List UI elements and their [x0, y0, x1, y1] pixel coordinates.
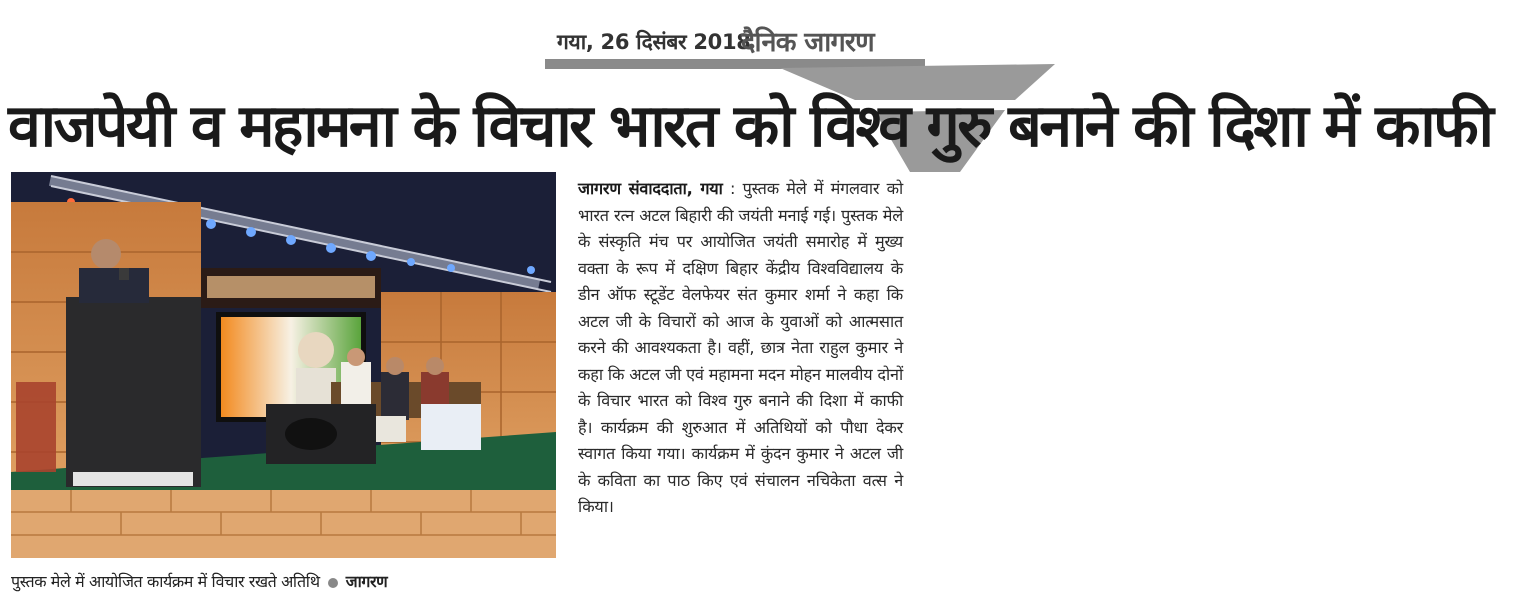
event-photo-illustration: [11, 172, 556, 558]
article-text: पुस्तक मेले में मंगलवार को भारत रत्न अटल बिहारी की जयंती मनाई गई। पुस्तक मेले के संस्कृति मंच पर आयोजित जयंती समारोह में मुख्य वक्ता के रूप में दक्षिण बिहार केंद्रीय विश्वविद्यालय के डीन ऑफ स्टूडेंट वेलफेयर संत कुमार शर्मा ने कहा कि अटल जी के विचारों को आज के युवाओं को आत्मसात करने की आवश्यकता है। वहीं, छात्र नेता राहुल कुमार ने कहा कि अटल जी एवं महामना मदन मोहन मालवीय दोनों के विचार भारत को विश्व गुरु बनाने की दिशा में काफी है। कार्यक्रम की शुरुआत में अतिथियों को पौधा देकर स्वागत किया गया। कार्यक्रम में कुंदन कुमार ने अटल जी के कविता का पाठ किए एवं संचालन नचिकेता वत्स ने किया।: [578, 179, 903, 516]
byline-separator: :: [722, 179, 743, 198]
photo-credit: जागरण: [345, 572, 388, 591]
event-photo: [11, 172, 556, 558]
byline: जागरण संवाददाता, गया: [578, 179, 723, 198]
newspaper-name: दैनिक जागरण: [741, 27, 874, 58]
photo-caption: [11, 570, 556, 592]
article-body: [578, 176, 903, 521]
bullet-icon: [328, 578, 338, 588]
caption-text: पुस्तक मेले में आयोजित कार्यक्रम में विचार रखते अतिथि: [11, 572, 320, 591]
dateline: गया, 26 दिसंबर 2018: [557, 30, 751, 54]
headline: वाजपेयी व महामना के विचार भारत को विश्व गुरु बनाने की दिशा में काफी: [8, 91, 1492, 160]
